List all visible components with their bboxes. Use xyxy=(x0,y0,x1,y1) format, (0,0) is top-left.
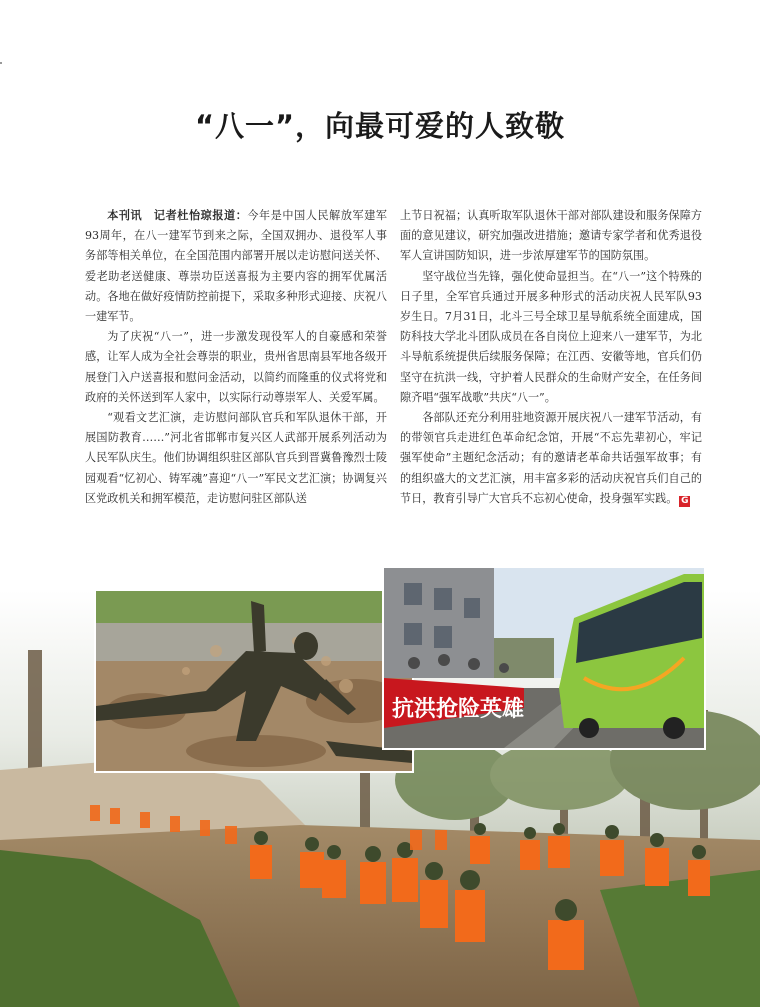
end-mark-icon: G xyxy=(681,495,689,506)
article-left-column xyxy=(85,206,387,509)
article-right-column xyxy=(400,206,702,509)
bus-farewell-photo xyxy=(382,566,706,750)
page-corner-mark xyxy=(0,62,2,64)
article-paragraph-3: “观看文艺汇演，走访慰问部队官兵和军队退休干部，开展国防教育……”河北省邯郸市复兴区人武部开展系列活动为人民军队庆生。他们协调组织驻区部队官兵到晋冀鲁豫烈士陵园观看“忆初心、铸军魂”喜迎“八一”军民文艺汇演；协调复兴区党政机关和拥军模范，走访慰问驻区部队送 xyxy=(85,411,387,505)
article-paragraph-4: 坚守战位当先锋，强化使命显担当。在“八一”这个特殊的日子里，全军官兵通过开展多种形式的活动庆祝人民军队93岁生日。7月31日，北斗三号全球卫星导航系统全面建成，国防科技大学北斗团队成员在各自岗位上迎来八一建军节，为北斗导航系统提供后续服务保障；在江西、安徽等地，官兵们仍坚守在抗洪一线，守护着人民群众的生命财产安全，在任务间隙齐唱“强军战歌”共庆“八一”。 xyxy=(400,269,702,404)
article-title: “八一”，向最可爱的人致敬 xyxy=(194,109,566,143)
article-byline: 本刊讯 记者杜怡琼报道： xyxy=(107,209,248,222)
article-paragraph-5: 各部队还充分利用驻地资源开展庆祝八一建军节活动，有的带领官兵走进红色革命纪念馆，开展“不忘先辈初心，牢记强军使命”主题纪念活动；有的邀请老革命共话强军故事；有的组织盛大的文艺汇演，用丰富多彩的活动庆祝官兵们自己的节日，教育引导广大官兵不忘初心使命，投身强军实践。 G xyxy=(400,411,702,506)
article-paragraph-2: 为了庆祝“八一”，进一步激发现役军人的自豪感和荣誉感，让军人成为全社会尊崇的职业，贵州省思南县军地各级开展登门入户送喜报和慰问金活动，以简约而隆重的仪式将党和政府的关怀送到军人家中，以实际行动尊崇军人、关爱军属。 xyxy=(85,330,387,404)
article-paragraph-1: 本刊讯 记者杜怡琼报道：今年是中国人民解放军建军93周年，在八一建军节到来之际，全国双拥办、退役军人事务部等相关单位，在全国范围内部署开展以走访慰问送关怀、爱老助老送健康、尊崇功臣送喜报为主要内容的拥军优属活动。各地在做好疫情防控前提下，采取多种形式迎接、庆祝八一建军节。 xyxy=(85,209,387,324)
banner-text: 抗洪抢险英雄 xyxy=(392,697,525,722)
article-paragraph-3-cont: 上节日祝福；认真听取军队退休干部对部队建设和服务保障方面的意见建议，研究加强改进措施；邀请专家学者和优秀退役军人宣讲国防知识，进一步浓厚建军节的国防氛围。 xyxy=(400,209,702,263)
mud-training-photo xyxy=(94,589,414,773)
